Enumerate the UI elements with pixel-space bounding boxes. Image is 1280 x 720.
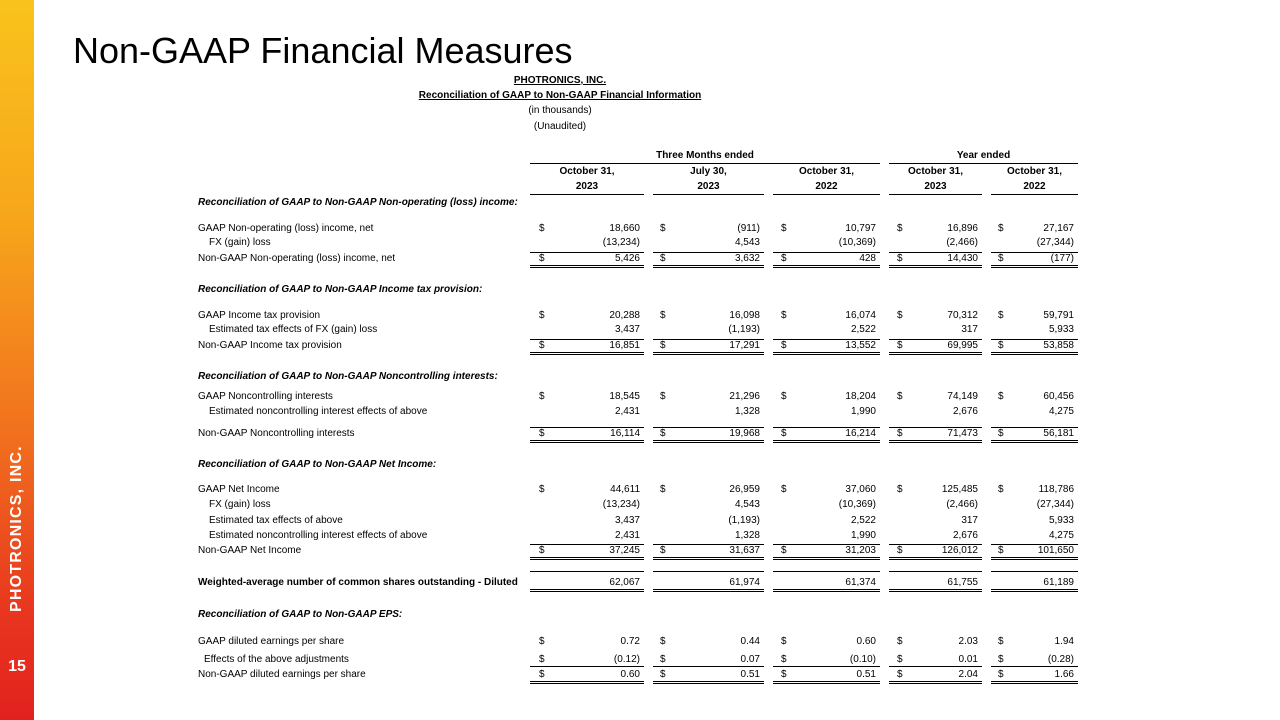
cell-value: 5,933 [1048,515,1074,526]
cell-value: 5,933 [1048,324,1074,335]
cell-value: 62,067 [609,577,640,588]
cell-value: 0.44 [740,636,760,647]
total-double-rule [530,559,644,560]
subtotal-rule [653,544,764,545]
total-double-rule [773,265,880,266]
column-header-rule [773,194,880,195]
total-double-rule [991,557,1078,558]
currency-symbol: $ [998,223,1004,234]
section-title: Reconciliation of GAAP to Non-GAAP Non-operating (loss) income: [198,197,518,208]
currency-symbol: $ [897,310,903,321]
row-label: Estimated noncontrolling interest effects of above [209,530,428,541]
currency-symbol: $ [539,223,545,234]
total-double-rule [530,265,644,266]
subtotal-rule [653,427,764,428]
currency-symbol: $ [781,253,787,264]
subtotal-rule [889,571,982,572]
currency-symbol: $ [660,340,666,351]
total-double-rule [991,354,1078,355]
column-header-year: 2022 [1023,181,1046,192]
currency-symbol: $ [539,340,545,351]
currency-symbol: $ [897,669,903,680]
total-double-rule [653,352,764,353]
total-double-rule [991,265,1078,266]
subtotal-rule [773,666,880,667]
total-double-rule [991,559,1078,560]
total-double-rule [773,352,880,353]
cell-value: 16,114 [610,428,640,439]
row-label: Non-GAAP Income tax provision [198,340,342,351]
currency-symbol: $ [998,545,1004,556]
currency-symbol: $ [897,428,903,439]
currency-symbol: $ [897,223,903,234]
subtotal-rule [653,252,764,253]
currency-symbol: $ [998,484,1004,495]
cell-value: 2,522 [850,515,876,526]
currency-symbol: $ [781,310,787,321]
cell-value: 74,149 [947,391,978,402]
currency-symbol: $ [897,340,903,351]
cell-value: (1,193) [728,515,760,526]
subtotal-rule [991,427,1078,428]
cell-value: 428 [859,253,876,264]
report-company: PHOTRONICS, INC. [513,75,607,86]
subtotal-rule [991,544,1078,545]
cell-value: (0.28) [1047,654,1074,665]
subtotal-rule [991,666,1078,667]
column-header-year: 2023 [924,181,947,192]
row-label: GAAP Non-operating (loss) income, net [198,223,374,234]
currency-symbol: $ [660,545,666,556]
currency-symbol: $ [897,484,903,495]
currency-symbol: $ [998,636,1004,647]
currency-symbol: $ [660,428,666,439]
total-double-rule [773,681,880,682]
subtotal-rule [991,252,1078,253]
total-double-rule [653,683,764,684]
total-double-rule [530,267,644,268]
subtotal-rule [530,339,644,340]
row-label: Estimated tax effects of FX (gain) loss [209,324,378,335]
total-double-rule [530,352,644,353]
currency-symbol: $ [781,391,787,402]
cell-value: 37,060 [845,484,876,495]
cell-value: 3,437 [614,515,640,526]
cell-value: 26,959 [729,484,760,495]
cell-value: 20,288 [609,310,640,321]
total-double-rule [773,559,880,560]
cell-value: 10,797 [845,223,876,234]
total-double-rule [773,442,880,443]
cell-value: 60,456 [1043,391,1074,402]
cell-value: 14,430 [947,253,978,264]
currency-symbol: $ [897,636,903,647]
row-label: FX (gain) loss [209,499,271,510]
cell-value: 1,990 [850,406,876,417]
cell-value: 61,189 [1043,577,1074,588]
cell-value: 17,291 [729,340,760,351]
subtotal-rule [773,252,880,253]
subtotal-rule [991,339,1078,340]
total-double-rule [530,683,644,684]
cell-value: 2,676 [952,530,978,541]
total-double-rule [889,440,982,441]
subtotal-rule [773,544,880,545]
cell-value: 19,968 [729,428,760,439]
total-double-rule [653,442,764,443]
subtotal-rule [653,666,764,667]
cell-value: 1,328 [734,530,760,541]
cell-value: (10,369) [838,499,876,510]
column-header-date: October 31, [798,166,855,177]
group-header-rule [530,163,880,164]
cell-value: 0.72 [620,636,640,647]
column-header-date: October 31, [907,166,964,177]
cell-value: 44,611 [610,484,640,495]
row-label: GAAP Net Income [198,484,280,495]
cell-value: 53,858 [1043,340,1074,351]
cell-value: 2,431 [614,530,640,541]
row-label: Estimated tax effects of above [209,515,343,526]
currency-symbol: $ [660,223,666,234]
cell-value: (1,193) [728,324,760,335]
currency-symbol: $ [539,428,545,439]
cell-value: 61,755 [947,577,978,588]
cell-value: 31,203 [845,545,876,556]
row-label: Non-GAAP Noncontrolling interests [198,428,355,439]
total-double-rule [653,681,764,682]
cell-value: 16,098 [729,310,760,321]
total-double-rule [889,683,982,684]
total-double-rule [889,591,982,592]
cell-value: 3,632 [734,253,760,264]
column-header-year: 2023 [575,181,599,192]
currency-symbol: $ [998,669,1004,680]
cell-value: 1,328 [734,406,760,417]
total-double-rule [773,354,880,355]
subtotal-rule [889,666,982,667]
cell-value: 0.07 [740,654,760,665]
cell-value: 118,786 [1038,484,1074,495]
cell-value: 27,167 [1043,223,1074,234]
column-header-rule [653,194,764,195]
section-title: Reconciliation of GAAP to Non-GAAP Noncontrolling interests: [198,371,498,382]
subtotal-rule [530,427,644,428]
cell-value: (177) [1050,253,1074,264]
subtotal-rule [530,666,644,667]
total-double-rule [773,440,880,441]
currency-symbol: $ [897,253,903,264]
subtotal-rule [530,544,644,545]
total-double-rule [889,557,982,558]
currency-symbol: $ [897,391,903,402]
cell-value: 126,012 [941,545,978,556]
cell-value: 0.01 [958,654,978,665]
subtotal-rule [773,427,880,428]
cell-value: 0.51 [740,669,760,680]
cell-value: 16,214 [845,428,876,439]
cell-value: (27,344) [1036,237,1074,248]
subtotal-rule [773,339,880,340]
currency-symbol: $ [539,391,545,402]
currency-symbol: $ [781,654,787,665]
row-label: GAAP diluted earnings per share [198,636,345,647]
cell-value: 4,275 [1048,530,1074,541]
currency-symbol: $ [660,310,666,321]
cell-value: (2,466) [946,237,978,248]
currency-symbol: $ [660,669,666,680]
cell-value: 16,851 [609,340,640,351]
cell-value: 4,275 [1048,406,1074,417]
row-label: Effects of the above adjustments [204,654,349,665]
row-label: GAAP Noncontrolling interests [198,391,333,402]
currency-symbol: $ [781,484,787,495]
cell-value: 61,374 [845,577,876,588]
total-double-rule [991,352,1078,353]
column-header-year: 2022 [815,181,838,192]
cell-value: 0.60 [620,669,640,680]
currency-symbol: $ [998,310,1004,321]
total-double-rule [653,265,764,266]
total-double-rule [889,265,982,266]
subtotal-rule [530,252,644,253]
currency-symbol: $ [897,654,903,665]
cell-value: 0.51 [856,669,876,680]
total-double-rule [653,591,764,592]
section-title: Reconciliation of GAAP to Non-GAAP Income tax provision: [198,284,483,295]
subtotal-rule [889,252,982,253]
subtotal-rule [773,571,880,572]
total-double-rule [773,591,880,592]
total-double-rule [530,589,644,590]
total-double-rule [991,591,1078,592]
currency-symbol: $ [660,654,666,665]
currency-symbol: $ [539,636,545,647]
cell-value: (2,466) [946,499,978,510]
cell-value: 317 [961,515,978,526]
total-double-rule [889,681,982,682]
currency-symbol: $ [998,391,1004,402]
currency-symbol: $ [781,340,787,351]
page-number: 15 [8,658,26,675]
total-double-rule [889,442,982,443]
column-header-year: 2023 [697,181,720,192]
report-title: Reconciliation of GAAP to Non-GAAP Financial Information [418,90,702,101]
currency-symbol: $ [781,669,787,680]
cell-value: 13,552 [845,340,876,351]
cell-value: 37,245 [609,545,640,556]
currency-symbol: $ [998,654,1004,665]
total-double-rule [991,589,1078,590]
cell-value: 18,204 [845,391,876,402]
cell-value: 2.03 [958,636,978,647]
currency-symbol: $ [998,340,1004,351]
report-units: (in thousands) [528,105,592,116]
cell-value: 0.60 [856,636,876,647]
column-group-three-months: Three Months ended [656,150,754,161]
total-double-rule [991,440,1078,441]
cell-value: 71,473 [947,428,978,439]
subtotal-rule [889,339,982,340]
section-title: Reconciliation of GAAP to Non-GAAP Net Income: [198,459,437,470]
currency-symbol: $ [539,253,545,264]
column-header-date: October 31, [1006,166,1063,177]
currency-symbol: $ [998,428,1004,439]
total-double-rule [530,681,644,682]
total-double-rule [530,440,644,441]
column-header-rule [530,194,644,195]
subtotal-rule [653,571,764,572]
total-double-rule [889,589,982,590]
column-group-year-ended: Year ended [956,150,1011,161]
row-label: Weighted-average number of common shares outstanding - Diluted [198,577,518,588]
total-double-rule [773,589,880,590]
cell-value: (13,234) [602,237,640,248]
total-double-rule [889,267,982,268]
total-double-rule [991,267,1078,268]
cell-value: 1.94 [1054,636,1074,647]
currency-symbol: $ [660,253,666,264]
total-double-rule [653,559,764,560]
currency-symbol: $ [897,545,903,556]
total-double-rule [889,354,982,355]
currency-symbol: $ [660,484,666,495]
currency-symbol: $ [781,428,787,439]
currency-symbol: $ [539,545,545,556]
group-header-rule [889,163,1078,164]
cell-value: 317 [961,324,978,335]
subtotal-rule [991,571,1078,572]
cell-value: 69,995 [947,340,978,351]
cell-value: 16,896 [947,223,978,234]
total-double-rule [773,683,880,684]
cell-value: 101,650 [1037,545,1074,556]
total-double-rule [653,267,764,268]
total-double-rule [991,683,1078,684]
row-label: Non-GAAP Net Income [198,545,302,556]
cell-value: 1.66 [1054,669,1074,680]
currency-symbol: $ [539,310,545,321]
cell-value: 3,437 [614,324,640,335]
total-double-rule [773,267,880,268]
currency-symbol: $ [660,391,666,402]
cell-value: 4,543 [734,237,760,248]
total-double-rule [653,440,764,441]
currency-symbol: $ [781,545,787,556]
cell-value: 21,296 [729,391,760,402]
column-header-date: October 31, [559,166,615,177]
row-label: FX (gain) loss [209,237,271,248]
total-double-rule [991,681,1078,682]
slide-title: Non-GAAP Financial Measures [73,30,573,71]
cell-value: 31,637 [729,545,760,556]
column-header-rule [991,194,1078,195]
cell-value: 2,522 [850,324,876,335]
row-label: Non-GAAP diluted earnings per share [198,669,366,680]
cell-value: 4,543 [734,499,760,510]
cell-value: 70,312 [947,310,978,321]
subtotal-rule [889,427,982,428]
row-label: GAAP Income tax provision [198,310,321,321]
cell-value: 16,074 [845,310,876,321]
total-double-rule [773,557,880,558]
subtotal-rule [530,571,644,572]
cell-value: 59,791 [1043,310,1074,321]
total-double-rule [991,442,1078,443]
row-label: Non-GAAP Non-operating (loss) income, net [198,253,396,264]
currency-symbol: $ [781,636,787,647]
cell-value: 2.04 [958,669,978,680]
total-double-rule [530,557,644,558]
cell-value: 125,485 [941,484,978,495]
cell-value: 1,990 [850,530,876,541]
subtotal-rule [653,339,764,340]
cell-value: 18,545 [609,391,640,402]
total-double-rule [653,557,764,558]
total-double-rule [653,354,764,355]
currency-symbol: $ [539,669,545,680]
cell-value: (911) [737,223,760,234]
column-header-rule [889,194,982,195]
currency-symbol: $ [998,253,1004,264]
total-double-rule [530,442,644,443]
cell-value: 5,426 [614,253,640,264]
cell-value: (0.12) [613,654,640,665]
currency-symbol: $ [539,654,545,665]
currency-symbol: $ [781,223,787,234]
cell-value: 61,974 [729,577,760,588]
cell-value: (10,369) [838,237,876,248]
total-double-rule [889,559,982,560]
cell-value: (27,344) [1036,499,1074,510]
cell-value: (13,234) [602,499,640,510]
cell-value: 18,660 [609,223,640,234]
subtotal-rule [889,544,982,545]
cell-value: 2,676 [952,406,978,417]
currency-symbol: $ [660,636,666,647]
column-header-date: July 30, [690,166,727,177]
cell-value: 2,431 [614,406,640,417]
currency-symbol: $ [539,484,545,495]
cell-value: (0.10) [849,654,876,665]
total-double-rule [530,354,644,355]
section-title: Reconciliation of GAAP to Non-GAAP EPS: [198,609,403,620]
total-double-rule [653,589,764,590]
sidebar-brand-text: PHOTRONICS, INC. [8,445,25,612]
cell-value: 56,181 [1043,428,1074,439]
total-double-rule [530,591,644,592]
row-label: Estimated noncontrolling interest effects of above [209,406,428,417]
report-audit-status: (Unaudited) [533,121,587,132]
total-double-rule [889,352,982,353]
